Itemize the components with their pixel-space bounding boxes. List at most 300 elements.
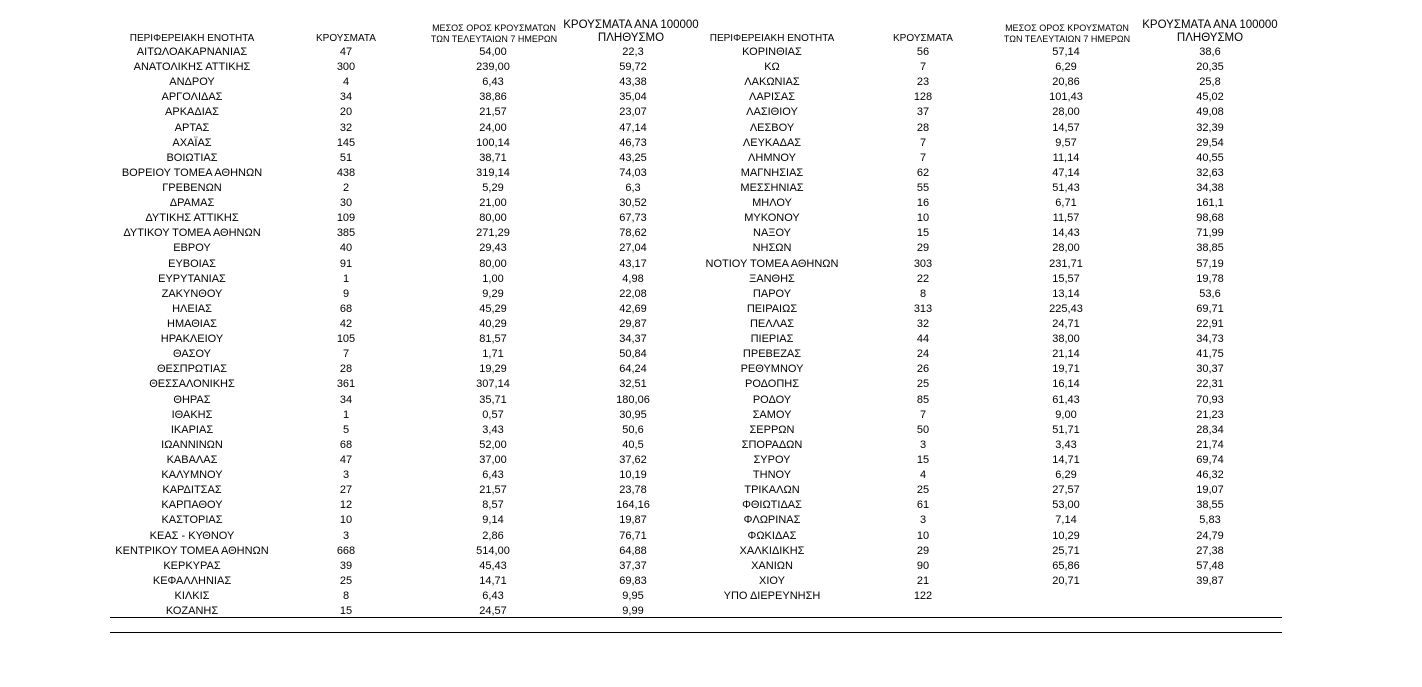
cell-avg-7days: 231,71	[1049, 257, 1083, 270]
cell-avg-7days: 57,14	[1052, 46, 1080, 58]
cell-per-100k: 78,62	[619, 227, 647, 240]
cell-region: ΕΒΡΟΥ	[173, 242, 211, 255]
cell-region: ΙΚΑΡΙΑΣ	[170, 423, 214, 436]
cell-cases: 34	[339, 91, 353, 104]
cell-cases: 12	[339, 499, 353, 512]
cell-region: ΗΡΑΚΛΕΙΟΥ	[160, 333, 224, 346]
cell-per-100k: 43,25	[619, 151, 647, 164]
cell-avg-7days: 2,86	[482, 529, 504, 542]
cell-per-100k: 64,88	[619, 544, 647, 557]
cell-cases: 10	[916, 529, 930, 542]
cell-cases: 122	[913, 589, 933, 602]
cell-cases: 300	[336, 61, 356, 74]
cell-avg-7days: 6,71	[1055, 197, 1077, 210]
cell-per-100k: 21,74	[1196, 438, 1224, 451]
cell-per-100k: 71,99	[1196, 227, 1224, 240]
cell-per-100k: 42,69	[619, 302, 647, 315]
cell-per-100k: 35,04	[619, 91, 647, 104]
cell-cases: 3	[919, 514, 927, 527]
cell-region: ΦΘΙΩΤΙΔΑΣ	[742, 499, 802, 512]
cell-region: ΡΟΔΟΠΗΣ	[744, 378, 800, 391]
cell-cases: 7	[919, 151, 927, 164]
cell-cases: 10	[916, 212, 930, 225]
cell-per-100k: 24,79	[1196, 529, 1224, 542]
header-per100k	[1138, 19, 1282, 45]
cell-cases: 50	[916, 423, 930, 436]
cell-region: ΚΙΛΚΙΣ	[174, 589, 210, 602]
cell-cases: 2	[342, 181, 350, 194]
cell-cases: 25	[916, 378, 930, 391]
cell-cases: 85	[916, 393, 930, 406]
cell-per-100k: 25,8	[1199, 76, 1221, 89]
cell-avg-7days: 7,14	[1055, 514, 1077, 527]
cell-avg-7days: 239,00	[476, 61, 510, 74]
cell-avg-7days: 3,43	[1055, 438, 1077, 451]
cell-cases: 10	[339, 514, 353, 527]
cell-avg-7days: 307,14	[476, 378, 510, 391]
cell-region: ΔΡΑΜΑΣ	[169, 197, 215, 210]
cell-region: ΥΠΟ ΔΙΕΡΕΥΝΗΣΗ	[723, 589, 821, 602]
cell-cases: 44	[916, 333, 930, 346]
cell-cases: 16	[916, 197, 930, 210]
cell-cases: 28	[916, 121, 930, 134]
header-per100k-line2: ΠΛΗΘΥΣΜΟ	[597, 32, 665, 44]
cell-per-100k: 70,93	[1196, 393, 1224, 406]
cell-avg-7days: 25,71	[1052, 544, 1080, 557]
cell-cases: 23	[916, 76, 930, 89]
cell-cases: 91	[339, 257, 353, 270]
cell-region: ΒΟΡΕΙΟΥ ΤΟΜΕΑ ΑΘΗΝΩΝ	[121, 166, 263, 179]
cell-region: ΡΕΘΥΜΝΟΥ	[740, 363, 804, 376]
header-avg-line1: ΜΕΣΟΣ ΟΡΟΣ ΚΡΟΥΣΜΑΤΩΝ	[1005, 23, 1129, 33]
cell-cases: 62	[916, 166, 930, 179]
cell-avg-7days: 45,29	[479, 302, 507, 315]
cell-cases: 7	[919, 61, 927, 74]
cell-region: ΘΕΣΣΑΛΟΝΙΚΗΣ	[149, 378, 235, 391]
cell-region: ΛΗΜΝΟΥ	[748, 151, 796, 164]
cell-avg-7days: 51,71	[1052, 423, 1080, 436]
cell-per-100k: 37,37	[619, 559, 647, 572]
table-footer-rule	[110, 632, 1282, 633]
cell-avg-7days: 0,57	[482, 408, 504, 421]
cell-region: ΗΛΕΙΑΣ	[172, 302, 212, 315]
cell-cases: 30	[339, 197, 353, 210]
cell-cases: 7	[342, 348, 350, 361]
cell-avg-7days: 5,29	[482, 181, 504, 194]
cell-per-100k: 39,87	[1196, 574, 1224, 587]
cell-per-100k: 74,03	[619, 166, 647, 179]
cell-avg-7days: 11,57	[1052, 212, 1080, 225]
cell-cases: 39	[339, 559, 353, 572]
cell-avg-7days: 16,14	[1052, 378, 1080, 391]
cell-cases: 22	[916, 272, 930, 285]
cell-per-100k: 57,48	[1196, 559, 1224, 572]
cell-region: ΔΥΤΙΚΗΣ ΑΤΤΙΚΗΣ	[145, 212, 239, 225]
cell-avg-7days: 38,71	[479, 151, 507, 164]
cell-avg-7days: 100,14	[476, 136, 510, 149]
cell-region: ΠΑΡΟΥ	[752, 287, 792, 300]
cell-region: ΚΑΣΤΟΡΙΑΣ	[161, 514, 223, 527]
cell-per-100k: 32,63	[1196, 166, 1224, 179]
cell-region: ΑΝΑΤΟΛΙΚΗΣ ΑΤΤΙΚΗΣ	[133, 61, 251, 74]
cell-per-100k: 38,6	[1199, 46, 1221, 58]
cell-avg-7days: 8,57	[482, 499, 504, 512]
cell-avg-7days: 24,57	[479, 605, 507, 618]
cell-per-100k: 69,74	[1196, 453, 1224, 466]
cell-per-100k: 19,07	[1196, 484, 1224, 497]
cell-cases: 9	[342, 287, 350, 300]
cell-cases: 4	[342, 76, 350, 89]
cell-per-100k: 59,72	[619, 61, 647, 74]
header-avg	[994, 23, 1140, 45]
cell-region: ΧΑΛΚΙΔΙΚΗΣ	[739, 544, 805, 557]
cell-per-100k: 98,68	[1196, 212, 1224, 225]
cell-per-100k: 50,6	[622, 423, 644, 436]
cell-avg-7days: 6,43	[482, 589, 504, 602]
cell-region: ΑΡΤΑΣ	[174, 121, 210, 134]
cell-region: ΓΡΕΒΕΝΩΝ	[162, 181, 222, 194]
cell-per-100k: 69,83	[619, 574, 647, 587]
cell-per-100k: 4,98	[622, 272, 644, 285]
cell-cases: 32	[339, 121, 353, 134]
cell-avg-7days: 14,71	[1052, 453, 1080, 466]
cell-avg-7days: 21,00	[479, 197, 507, 210]
cell-region: ΠΕΛΛΑΣ	[749, 317, 795, 330]
cell-per-100k: 67,73	[619, 212, 647, 225]
cell-region: ΑΡΓΟΛΙΔΑΣ	[161, 91, 223, 104]
cell-avg-7days: 101,43	[1049, 91, 1083, 104]
cell-per-100k: 43,38	[619, 76, 647, 89]
cell-avg-7days: 37,00	[479, 453, 507, 466]
cell-region: ΜΗΛΟΥ	[752, 197, 792, 210]
cell-cases: 20	[339, 106, 353, 119]
cell-cases: 42	[339, 317, 353, 330]
cell-cases: 15	[916, 227, 930, 240]
cell-region: ΘΑΣΟΥ	[172, 348, 212, 361]
cell-region: ΚΑΡΔΙΤΣΑΣ	[162, 484, 222, 497]
header-cases: ΚΡΟΥΣΜΑΤΑ	[893, 33, 953, 44]
cell-region: ΘΕΣΠΡΩΤΙΑΣ	[156, 363, 228, 376]
cell-region: ΑΡΚΑΔΙΑΣ	[165, 106, 219, 119]
cell-region: ΚΕΡΚΥΡΑΣ	[163, 559, 221, 572]
cell-per-100k: 9,99	[622, 605, 644, 618]
cell-per-100k: 49,08	[1196, 106, 1224, 119]
cell-cases: 3	[342, 469, 350, 482]
cell-cases: 145	[336, 136, 356, 149]
cell-avg-7days: 3,43	[482, 423, 504, 436]
cell-cases: 26	[916, 363, 930, 376]
cell-per-100k: 23,07	[619, 106, 647, 119]
cell-region: ΡΟΔΟΥ	[752, 393, 792, 406]
cell-per-100k: 30,95	[619, 408, 647, 421]
cell-avg-7days: 1,71	[482, 348, 504, 361]
cell-per-100k: 27,38	[1196, 544, 1224, 557]
cell-per-100k: 180,06	[616, 393, 650, 406]
cell-region: ΘΗΡΑΣ	[173, 393, 211, 406]
cell-avg-7days: 80,00	[479, 257, 507, 270]
cell-cases: 25	[916, 484, 930, 497]
cell-per-100k: 47,14	[619, 121, 647, 134]
cell-cases: 15	[339, 605, 353, 618]
cell-region: ΚΟΖΑΝΗΣ	[165, 605, 219, 618]
cell-per-100k: 6,3	[625, 181, 641, 194]
cell-per-100k: 164,16	[616, 499, 650, 512]
cell-region: ΑΙΤΩΛΟΑΚΑΡΝΑΝΙΑΣ	[136, 46, 248, 58]
cell-per-100k: 21,23	[1196, 408, 1224, 421]
cell-cases: 24	[916, 348, 930, 361]
cell-region: ΝΟΤΙΟΥ ΤΟΜΕΑ ΑΘΗΝΩΝ	[705, 257, 839, 270]
header-per100k	[560, 19, 702, 45]
cell-cases: 5	[342, 423, 350, 436]
cell-region: ΛΕΣΒΟΥ	[749, 121, 795, 134]
cell-per-100k: 76,71	[619, 529, 647, 542]
cell-avg-7days: 19,29	[479, 363, 507, 376]
cell-per-100k: 32,39	[1196, 121, 1224, 134]
cell-per-100k: 10,19	[619, 469, 647, 482]
cell-avg-7days: 21,57	[479, 484, 507, 497]
cell-cases: 29	[916, 242, 930, 255]
cell-cases: 47	[339, 46, 353, 58]
cell-per-100k: 30,37	[1196, 363, 1224, 376]
cell-per-100k: 161,1	[1196, 197, 1224, 210]
cell-per-100k: 27,04	[619, 242, 647, 255]
cell-region: ΛΑΚΩΝΙΑΣ	[744, 76, 800, 89]
cell-avg-7days: 9,57	[1055, 136, 1077, 149]
cell-per-100k: 57,19	[1196, 257, 1224, 270]
cell-cases: 90	[916, 559, 930, 572]
header-per100k-line1: ΚΡΟΥΣΜΑΤΑ ΑΝΑ 100000	[563, 19, 699, 31]
cell-avg-7days: 14,71	[479, 574, 507, 587]
cell-region: ΚΑΒΑΛΑΣ	[166, 453, 218, 466]
cell-region: ΦΩΚΙΔΑΣ	[747, 529, 797, 542]
cell-region: ΣΕΡΡΩΝ	[749, 423, 795, 436]
cell-per-100k: 20,35	[1196, 61, 1224, 74]
cell-avg-7days: 14,43	[1052, 227, 1080, 240]
cell-avg-7days: 21,14	[1052, 348, 1080, 361]
cell-avg-7days: 13,14	[1052, 287, 1080, 300]
cell-avg-7days: 29,43	[479, 242, 507, 255]
cell-cases: 15	[916, 453, 930, 466]
header-avg-line1: ΜΕΣΟΣ ΟΡΟΣ ΚΡΟΥΣΜΑΤΩΝ	[432, 23, 556, 33]
cell-cases: 1	[342, 272, 350, 285]
cell-per-100k: 45,02	[1196, 91, 1224, 104]
cell-cases: 27	[339, 484, 353, 497]
cell-region: ΜΥΚΟΝΟΥ	[744, 212, 800, 225]
cell-cases: 47	[339, 453, 353, 466]
cell-avg-7days: 20,86	[1052, 76, 1080, 89]
cell-cases: 128	[913, 91, 933, 104]
header-avg-line2: ΤΩΝ ΤΕΛΕΥΤΑΙΩΝ 7 ΗΜΕΡΩΝ	[1003, 34, 1131, 44]
cell-per-100k: 34,38	[1196, 181, 1224, 194]
cell-avg-7days: 38,00	[1052, 333, 1080, 346]
cell-per-100k: 30,52	[619, 197, 647, 210]
cell-per-100k: 40,55	[1196, 151, 1224, 164]
header-region: ΠΕΡΙΦΕΡΕΙΑΚΗ ΕΝΟΤΗΤΑ	[709, 33, 835, 44]
header-avg-line2: ΤΩΝ ΤΕΛΕΥΤΑΙΩΝ 7 ΗΜΕΡΩΝ	[430, 34, 558, 44]
cell-region: ΣΥΡΟΥ	[753, 453, 791, 466]
cell-per-100k: 53,6	[1199, 287, 1221, 300]
cell-avg-7days: 6,29	[1055, 469, 1077, 482]
cell-region: ΚΕΦΑΛΛΗΝΙΑΣ	[152, 574, 232, 587]
cell-region: ΚΟΡΙΝΘΙΑΣ	[742, 46, 802, 58]
cell-avg-7days: 40,29	[479, 317, 507, 330]
cell-avg-7days: 24,00	[479, 121, 507, 134]
cell-avg-7days: 47,14	[1052, 166, 1080, 179]
cell-region: ΦΛΩΡΙΝΑΣ	[743, 514, 801, 527]
cell-avg-7days: 19,71	[1052, 363, 1080, 376]
cell-avg-7days: 319,14	[476, 166, 510, 179]
cell-per-100k: 46,73	[619, 136, 647, 149]
cell-per-100k: 34,73	[1196, 333, 1224, 346]
cell-per-100k: 38,55	[1196, 499, 1224, 512]
cell-avg-7days: 38,86	[479, 91, 507, 104]
cell-avg-7days: 20,71	[1052, 574, 1080, 587]
cell-cases: 3	[342, 529, 350, 542]
cell-region: ΚΩ	[764, 61, 780, 74]
header-per100k-line1: ΚΡΟΥΣΜΑΤΑ ΑΝΑ 100000	[1142, 19, 1278, 31]
cell-cases: 385	[336, 227, 356, 240]
header-avg	[420, 23, 568, 45]
cell-avg-7days: 6,29	[1055, 61, 1077, 74]
cell-region: ΞΑΝΘΗΣ	[749, 272, 795, 285]
cell-cases: 21	[916, 574, 930, 587]
cell-region: ΚΕΑΣ - ΚΥΘΝΟΥ	[149, 529, 235, 542]
cell-region: ΖΑΚΥΝΘΟΥ	[161, 287, 223, 300]
cell-region: ΧΙΟΥ	[759, 574, 785, 587]
cell-region: ΠΙΕΡΙΑΣ	[750, 333, 794, 346]
cell-avg-7days: 53,00	[1052, 499, 1080, 512]
header-region: ΠΕΡΙΦΕΡΕΙΑΚΗ ΕΝΟΤΗΤΑ	[129, 33, 255, 44]
cell-avg-7days: 52,00	[479, 438, 507, 451]
cell-avg-7days: 35,71	[479, 393, 507, 406]
cell-cases: 1	[342, 408, 350, 421]
cell-cases: 105	[336, 333, 356, 346]
cell-cases: 438	[336, 166, 356, 179]
cell-per-100k: 32,51	[619, 378, 647, 391]
cell-avg-7days: 27,57	[1052, 484, 1080, 497]
cell-region: ΕΥΒΟΙΑΣ	[168, 257, 216, 270]
cell-per-100k: 38,85	[1196, 242, 1224, 255]
cell-region: ΜΕΣΣΗΝΙΑΣ	[740, 181, 804, 194]
cell-per-100k: 22,31	[1196, 378, 1224, 391]
cell-cases: 61	[916, 499, 930, 512]
cell-per-100k: 28,34	[1196, 423, 1224, 436]
cell-per-100k: 22,08	[619, 287, 647, 300]
cell-region: ΙΘΑΚΗΣ	[171, 408, 213, 421]
cell-region: ΛΕΥΚΑΔΑΣ	[742, 136, 802, 149]
cell-avg-7days: 14,57	[1052, 121, 1080, 134]
cell-avg-7days: 28,00	[1052, 106, 1080, 119]
cell-region: ΠΕΙΡΑΙΩΣ	[746, 302, 798, 315]
cell-region: ΑΝΔΡΟΥ	[169, 76, 215, 89]
cell-avg-7days: 61,43	[1052, 393, 1080, 406]
cell-region: ΚΕΝΤΡΙΚΟΥ ΤΟΜΕΑ ΑΘΗΝΩΝ	[115, 544, 269, 557]
cell-per-100k: 64,24	[619, 363, 647, 376]
cell-cases: 25	[339, 574, 353, 587]
cell-per-100k: 46,32	[1196, 469, 1224, 482]
cell-region: ΜΑΓΝΗΣΙΑΣ	[740, 166, 804, 179]
cell-per-100k: 22,3	[622, 46, 644, 58]
cell-cases: 34	[339, 393, 353, 406]
cell-cases: 7	[919, 136, 927, 149]
cell-per-100k: 29,54	[1196, 136, 1224, 149]
cell-avg-7days: 10,29	[1052, 529, 1080, 542]
cell-per-100k: 23,78	[619, 484, 647, 497]
cell-avg-7days: 9,14	[482, 514, 504, 527]
table-bottom-rule	[110, 617, 1282, 618]
header-cases: ΚΡΟΥΣΜΑΤΑ	[316, 33, 376, 44]
cell-per-100k: 19,78	[1196, 272, 1224, 285]
cell-avg-7days: 225,43	[1049, 302, 1083, 315]
cell-region: ΒΟΙΩΤΙΑΣ	[166, 151, 218, 164]
cell-region: ΤΗΝΟΥ	[752, 469, 792, 482]
cell-avg-7days: 271,29	[476, 227, 510, 240]
cell-per-100k: 29,87	[619, 317, 647, 330]
cell-per-100k: 22,91	[1196, 317, 1224, 330]
cell-per-100k: 43,17	[619, 257, 647, 270]
cell-cases: 32	[916, 317, 930, 330]
cell-avg-7days: 80,00	[479, 212, 507, 225]
cell-per-100k: 37,62	[619, 453, 647, 466]
cell-avg-7days: 6,43	[482, 76, 504, 89]
cell-per-100k: 69,71	[1196, 302, 1224, 315]
cell-per-100k: 34,37	[619, 333, 647, 346]
cell-avg-7days: 15,57	[1052, 272, 1080, 285]
cell-region: ΚΑΡΠΑΘΟΥ	[161, 499, 223, 512]
cell-avg-7days: 65,86	[1052, 559, 1080, 572]
cell-region: ΝΗΣΩΝ	[752, 242, 792, 255]
cell-region: ΣΠΟΡΑΔΩΝ	[741, 438, 803, 451]
cell-region: ΕΥΡΥΤΑΝΙΑΣ	[158, 272, 226, 285]
cell-region: ΑΧΑΪΑΣ	[172, 136, 212, 149]
cell-avg-7days: 24,71	[1052, 317, 1080, 330]
cell-cases: 3	[919, 438, 927, 451]
cell-cases: 29	[916, 544, 930, 557]
cell-cases: 68	[339, 438, 353, 451]
cell-avg-7days: 11,14	[1052, 151, 1080, 164]
cell-region: ΗΜΑΘΙΑΣ	[167, 317, 217, 330]
cell-cases: 56	[916, 46, 930, 58]
cell-cases: 668	[336, 544, 356, 557]
cell-region: ΝΑΞΟΥ	[753, 227, 791, 240]
cell-per-100k: 5,83	[1199, 514, 1221, 527]
cell-avg-7days: 28,00	[1052, 242, 1080, 255]
cell-region: ΛΑΣΙΘΙΟΥ	[746, 106, 798, 119]
cell-avg-7days: 45,43	[479, 559, 507, 572]
cell-cases: 55	[916, 181, 930, 194]
cell-per-100k: 41,75	[1196, 348, 1224, 361]
cell-avg-7days: 9,00	[1055, 408, 1077, 421]
cell-cases: 303	[913, 257, 933, 270]
cell-cases: 37	[916, 106, 930, 119]
cell-cases: 51	[339, 151, 353, 164]
cell-cases: 28	[339, 363, 353, 376]
cell-region: ΔΥΤΙΚΟΥ ΤΟΜΕΑ ΑΘΗΝΩΝ	[123, 227, 261, 240]
cell-cases: 68	[339, 302, 353, 315]
cell-avg-7days: 51,43	[1052, 181, 1080, 194]
cell-cases: 8	[919, 287, 927, 300]
cell-region: ΠΡΕΒΕΖΑΣ	[742, 348, 802, 361]
cell-cases: 361	[336, 378, 356, 391]
cell-region: ΣΑΜΟΥ	[752, 408, 792, 421]
cell-avg-7days: 54,00	[479, 46, 507, 58]
cell-avg-7days: 514,00	[476, 544, 510, 557]
cell-cases: 40	[339, 242, 353, 255]
cell-cases: 7	[919, 408, 927, 421]
cell-region: ΧΑΝΙΩΝ	[751, 559, 793, 572]
cell-avg-7days: 1,00	[482, 272, 504, 285]
cell-cases: 109	[336, 212, 356, 225]
